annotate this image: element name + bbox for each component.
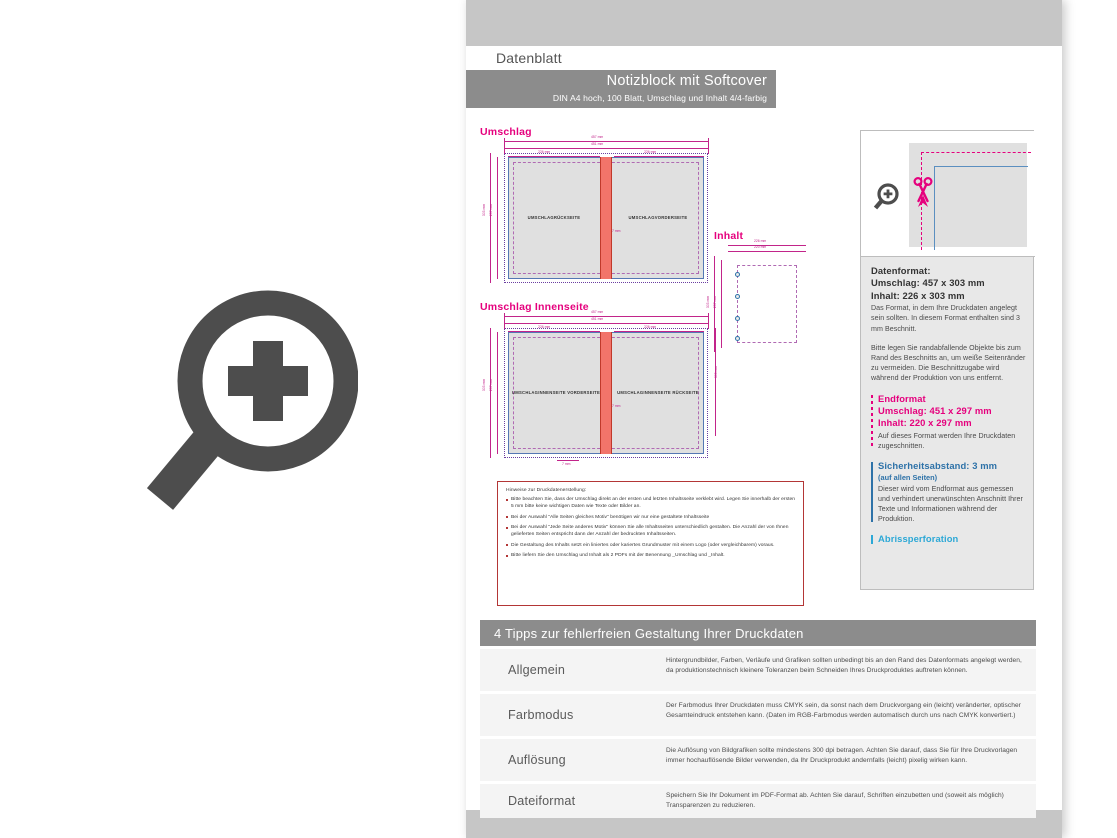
dim-line-panel-width bbox=[508, 331, 600, 332]
tips-table bbox=[480, 620, 1036, 818]
dim-line-bleed-width bbox=[728, 245, 806, 246]
dim-line-trim-width bbox=[504, 148, 708, 149]
tips-row-key: Dateiformat bbox=[508, 794, 576, 808]
panel-label: UMSCHLAGINNENSEITE VORDERSEITE bbox=[512, 390, 601, 395]
dim-line-panel-width bbox=[614, 331, 704, 332]
drawing-umschlag-innenseite-spread bbox=[504, 328, 708, 458]
panel-label: UMSCHLAGRÜCKSEITE bbox=[527, 215, 581, 220]
dim-label-panel-width: 226 mm bbox=[538, 150, 551, 154]
dim-label-page-bleed-width: 226 mm bbox=[754, 239, 767, 243]
drawing-umschlag-spread bbox=[504, 153, 708, 283]
endformat-body: Auf dieses Format werden Ihre Druckdaten zugeschnitten. bbox=[878, 431, 1016, 451]
endformat-heading-3: Inhalt: 220 x 297 mm bbox=[878, 417, 972, 429]
dim-line-bleed-width bbox=[504, 141, 708, 142]
drawing-label-umschlag: Umschlag bbox=[480, 126, 532, 138]
spine-area bbox=[600, 332, 612, 454]
panel-label: UMSCHLAGVORDERSEITE bbox=[628, 215, 688, 220]
dim-label-height-trim: 297 mm bbox=[489, 378, 494, 392]
tips-row-value: Hintergrundbilder, Farben, Verläufe und Grafiken sollten unbedingt bis an den Rand des Datenformats angelegt werden, da produktionstechnisch kleinere Toleranzen beim Schneiden Ihres Druckproduktes auftreten können. bbox=[666, 657, 1022, 674]
dim-line-height-trim bbox=[721, 260, 722, 348]
dim-label-height-bleed: 303 mm bbox=[706, 295, 711, 309]
sicherheitsabstand-block bbox=[871, 460, 1027, 524]
dim-label-height-bleed: 303 mm bbox=[482, 378, 487, 392]
dim-label-trim-width: 451 mm bbox=[591, 142, 604, 146]
drawing-inhalt-page bbox=[728, 256, 806, 352]
perforation-hole bbox=[735, 294, 740, 299]
datenblatt-tab-label: Datenblatt bbox=[496, 50, 562, 66]
datenblatt-tab bbox=[480, 46, 606, 70]
tips-title: 4 Tipps zur fehlerfreien Gestaltung Ihrer Druckdaten bbox=[480, 620, 1036, 646]
note-item: Bei der Auswahl "Alle Seiten gleiches Motiv" benötigen wir nur eine gestaltete Inhaltsseite bbox=[506, 514, 795, 521]
tips-row-value: Die Auflösung von Bildgrafiken sollte mindestens 300 dpi betragen. Achten Sie darauf, dass Sie für Ihre Druckvorlagen immer hochauflösende Bilder verwenden, da Ihr Druckprodukt andernfalls (leicht) pixelig wirken kann. bbox=[666, 747, 1018, 764]
datenformat-block bbox=[871, 265, 1027, 384]
dim-tick bbox=[504, 138, 505, 154]
dim-tick bbox=[708, 138, 709, 154]
note-item: Bitte liefern Sie den Umschlag und Inhalt als 2 PDFs mit der Benennung _Umschlag und _Inhalt. bbox=[506, 552, 795, 559]
dim-line-panel-width bbox=[614, 156, 704, 157]
dim-label-height-trim: 297 mm bbox=[489, 203, 494, 217]
abrissperforation-heading: Abrissperforation bbox=[878, 533, 959, 545]
tips-row bbox=[480, 694, 1036, 736]
datasheet-page bbox=[466, 0, 1062, 838]
sicherheitsabstand-subheading: (auf allen Seiten) bbox=[878, 472, 938, 482]
tips-row-key: Auflösung bbox=[508, 753, 566, 767]
spine-dim-label: 7 mm bbox=[612, 404, 621, 408]
dim-line-bleed-width bbox=[504, 316, 708, 317]
dim-label-panel-width: 226 mm bbox=[644, 150, 657, 154]
drawing-label-umschlag-innenseite: Umschlag Innenseite bbox=[480, 301, 589, 313]
scissors-icon bbox=[913, 177, 933, 211]
format-info-panel bbox=[860, 130, 1034, 590]
dim-line-trim-width bbox=[504, 323, 708, 324]
product-title-bar bbox=[466, 70, 776, 108]
perforation-hole bbox=[735, 316, 740, 321]
dim-label-height-bleed: 303 mm bbox=[714, 365, 719, 379]
dim-label-panel-width: 226 mm bbox=[644, 325, 657, 329]
dim-label-height-bleed: 303 mm bbox=[482, 203, 487, 217]
dim-tick bbox=[504, 313, 505, 329]
notes-title: Hinweise zur Druckdatenerstellung: bbox=[506, 488, 587, 493]
endformat-heading-2: Umschlag: 451 x 297 mm bbox=[878, 405, 992, 417]
dim-line-panel-width bbox=[508, 156, 600, 157]
tips-row bbox=[480, 739, 1036, 781]
abrissperforation-block bbox=[871, 533, 1027, 545]
panel-label: UMSCHLAGINNENSEITE RÜCKSEITE bbox=[617, 390, 699, 395]
notes-list bbox=[506, 496, 795, 559]
note-item: Bitte beachten Sie, dass der Umschlag direkt an der ersten und letzten Inhaltsseite verklebt wird. Legen Sie innerhalb der ersten 5 mm bitte keine wichtigen Daten wie Texte oder Bilder an. bbox=[506, 496, 795, 510]
tips-row-value: Speichern Sie Ihr Dokument im PDF-Format ab. Achten Sie darauf, Schriften einzubetten und (soweit als möglich) Transparenzen zu reduzieren. bbox=[666, 792, 1004, 809]
product-subtitle: DIN A4 hoch, 100 Blatt, Umschlag und Inhalt 4/4-farbig bbox=[552, 93, 767, 103]
tips-row-key: Farbmodus bbox=[508, 708, 574, 722]
page-top-band bbox=[466, 0, 1062, 46]
dim-label-height-trim: 297 mm bbox=[713, 295, 718, 309]
dim-line-height-trim bbox=[497, 157, 498, 279]
tips-row-key: Allgemein bbox=[508, 663, 566, 677]
tips-row bbox=[480, 784, 1036, 818]
note-item: Die Gestaltung des Inhalts setzt ein liniertes oder kariertes Grundmuster mit einem Logo (oder vergleichbarem) voraus. bbox=[506, 542, 795, 549]
dim-tick bbox=[708, 313, 709, 329]
endformat-heading-1: Endformat bbox=[878, 392, 926, 404]
drawing-label-inhalt: Inhalt bbox=[714, 230, 744, 242]
format-info-text bbox=[871, 265, 1027, 555]
datenformat-heading-3: Inhalt: 226 x 303 mm bbox=[871, 289, 965, 301]
dim-line-trim-width bbox=[728, 251, 806, 252]
perforation-hole bbox=[735, 336, 740, 341]
spine-area bbox=[600, 157, 612, 279]
corner-preview-box bbox=[861, 131, 1035, 257]
safety-margin-box bbox=[737, 265, 797, 343]
datenformat-heading-1: Datenformat: bbox=[871, 265, 931, 276]
dim-label-spine: 7 mm bbox=[562, 462, 571, 466]
dim-label-bleed-width: 457 mm bbox=[591, 135, 604, 139]
spine-dim-label: 7 mm bbox=[612, 229, 621, 233]
dim-line-spine bbox=[557, 460, 579, 461]
tips-row bbox=[480, 649, 1036, 691]
endformat-block bbox=[871, 393, 1027, 452]
datenformat-heading-2: Umschlag: 457 x 303 mm bbox=[871, 277, 985, 289]
datenformat-body: Das Format, in dem Ihre Druckdaten angelegt sein sollten. In diesem Format enthalten sind 3 mm Beschnitt. bbox=[871, 304, 1021, 333]
preview-trim-line bbox=[934, 166, 1028, 250]
left-preview-pane bbox=[0, 0, 466, 838]
note-item: Bei der Auswahl "Jede Seite anderes Motiv" können Sie alle Inhaltsseiten unterschiedlich gestalten. Die Anzahl der von Ihnen gelieferten Seiten entspricht dann der Anzahl der bedruckten Inhaltsseiten. bbox=[506, 524, 795, 538]
dim-label-panel-width: 226 mm bbox=[538, 325, 551, 329]
dim-label-trim-width: 451 mm bbox=[591, 317, 604, 321]
dim-label-page-trim-width: 220 mm bbox=[754, 245, 767, 249]
print-data-notes-box bbox=[497, 481, 804, 606]
dim-line-height-trim bbox=[497, 332, 498, 454]
sicherheitsabstand-heading: Sicherheitsabstand: 3 mm bbox=[878, 460, 998, 472]
magnifier-plus-icon bbox=[142, 289, 358, 519]
perforation-hole bbox=[735, 272, 740, 277]
magnifier-plus-icon bbox=[873, 183, 899, 211]
sicherheitsabstand-body: Dieser wird vom Endformat aus gemessen und verhindert unerwünschten Anschnitt Ihrer Texte und Informationen während der Produktion. bbox=[878, 484, 1023, 524]
dim-label-bleed-width: 457 mm bbox=[591, 310, 604, 314]
tips-row-value: Der Farbmodus Ihrer Druckdaten muss CMYK sein, da sonst nach dem Druckvorgang ein (leicht) veränderter, optischer Gesamteindruck entstehen kann. (Daten im RGB-Farbmodus werden automatisch durch uns nach CMYK konvertiert.) bbox=[666, 702, 1021, 719]
product-title: Notizblock mit Softcover bbox=[606, 73, 767, 89]
datenformat-body-2: Bitte legen Sie randabfallende Objekte bis zum Rand des Beschnitts an, um weiße Seitenränder zu vermeiden. Die Beschnittzugabe wird während der Produktion von uns entfernt. bbox=[871, 343, 1026, 383]
